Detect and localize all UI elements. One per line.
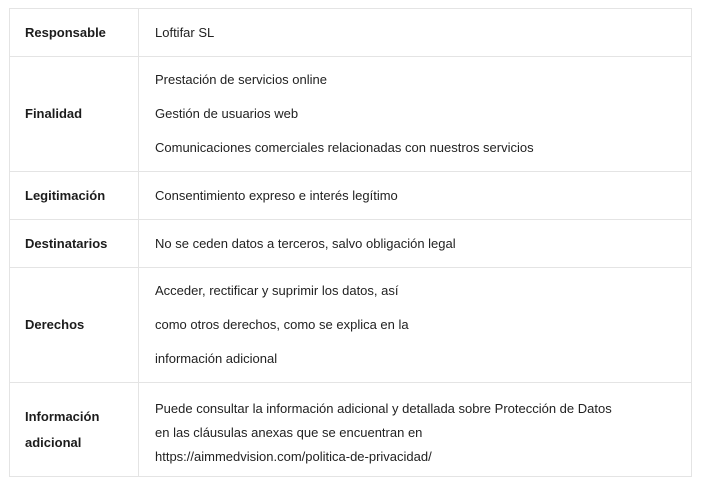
row-value-text: Gestión de usuarios web xyxy=(155,106,299,121)
privacy-info-table xyxy=(9,8,692,477)
row-value-text: en las cláusulas anexas que se encuentran en xyxy=(155,425,423,440)
row-value xyxy=(139,220,691,267)
table-row-informacion-adicional xyxy=(10,383,691,477)
row-value-text: No se ceden datos a terceros, salvo obligación legal xyxy=(155,236,456,251)
row-label xyxy=(10,383,139,476)
row-value-text: Puede consultar la información adicional y detallada sobre Protección de Datos xyxy=(155,401,612,416)
row-value-text: Comunicaciones comerciales relacionadas con nuestros servicios xyxy=(155,140,534,155)
row-value-text: Loftifar SL xyxy=(155,25,215,40)
row-value-text: Acceder, rectificar y suprimir los datos, así xyxy=(155,283,399,298)
row-label-text: Legitimación xyxy=(25,188,106,203)
row-value-text: Prestación de servicios online xyxy=(155,72,327,87)
row-value xyxy=(139,268,691,382)
row-label-text: adicional xyxy=(25,434,82,450)
row-label xyxy=(10,172,139,219)
row-label xyxy=(10,9,139,56)
row-value xyxy=(139,9,691,56)
table-row-legitimacion xyxy=(10,172,691,220)
row-value xyxy=(139,383,691,476)
row-label-text: Información xyxy=(25,408,100,424)
table-row-responsable xyxy=(10,9,691,57)
row-label xyxy=(10,57,139,171)
table-row-destinatarios xyxy=(10,220,691,268)
privacy-policy-url: https://aimmedvision.com/politica-de-privacidad/ xyxy=(155,449,432,464)
row-value-text: Consentimiento expreso e interés legítimo xyxy=(155,188,398,203)
row-value-text: como otros derechos, como se explica en la xyxy=(155,317,409,332)
table-row-derechos xyxy=(10,268,691,383)
row-label-text: Destinatarios xyxy=(25,236,108,251)
row-label-text: Finalidad xyxy=(25,106,83,121)
row-value xyxy=(139,57,691,171)
table-row-finalidad xyxy=(10,57,691,172)
row-label-text: Responsable xyxy=(25,25,106,40)
row-label xyxy=(10,220,139,267)
row-value-text: información adicional xyxy=(155,351,278,366)
row-value xyxy=(139,172,691,219)
row-label-text: Derechos xyxy=(25,317,85,332)
row-label xyxy=(10,268,139,382)
